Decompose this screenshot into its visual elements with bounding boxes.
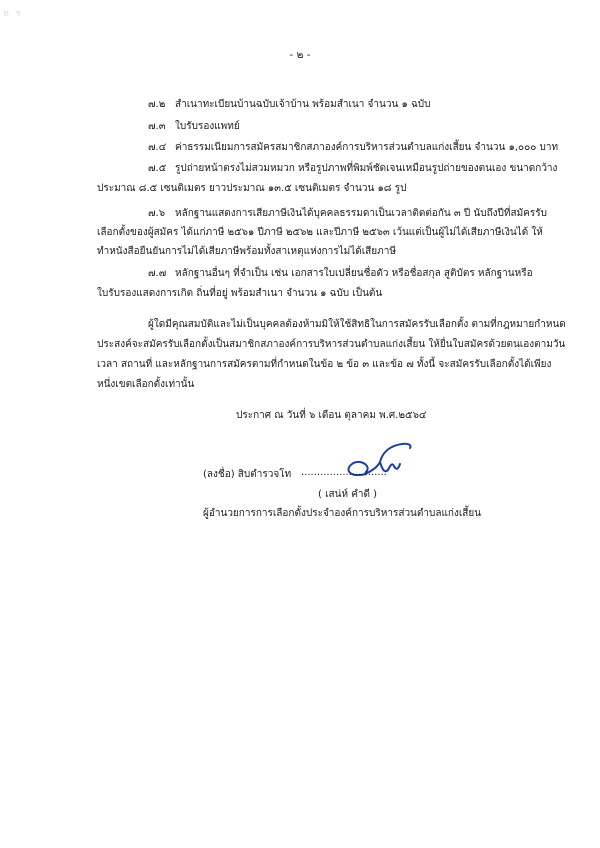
announcement-date: ประกาศ ณ วันที่ ๖ เดือน ตุลาคม พ.ศ.๒๕๖๔	[236, 410, 427, 421]
item-number: ๗.๖	[148, 208, 166, 219]
item-text: หลักฐานแสดงการเสียภาษีเงินได้บุคคลธรรมดาเป็นเวลาติดต่อกัน ๓ ปี นับถึงปีที่สมัครรับ	[175, 208, 547, 219]
item-number: ๗.๓	[148, 121, 166, 132]
item-number: ๗.๒	[148, 99, 166, 110]
page-number: - ๒ -	[289, 49, 311, 61]
signature-dotted-line: ...........................	[301, 467, 387, 478]
item-7-3	[148, 120, 240, 134]
item-7-5	[148, 162, 557, 176]
paragraph-line: เวลา สถานที่ และหลักฐานการสมัครตามที่กำหนดในข้อ ๒ ข้อ ๓ และข้อ ๗ ทั้งนี้ จะสมัครรับเลือกตั้งได้เพียง	[97, 359, 552, 370]
item-7-7-continued: ใบรับรองแสดงการเกิด ถิ่นที่อยู่ พร้อมสำเนา จำนวน ๑ ฉบับ เป็นต้น	[97, 288, 383, 299]
item-text: หลักฐานอื่นๆ ที่จำเป็น เช่น เอกสารใบเปลี่ยนชื่อตัว หรือชื่อสกุล สูติบัตร หลักฐานหรือ	[175, 268, 533, 279]
item-text: สำเนาทะเบียนบ้านฉบับเจ้าบ้าน พร้อมสำเนา จำนวน ๑ ฉบับ	[175, 99, 431, 110]
item-number: ๗.๗	[148, 268, 167, 279]
paragraph-line: ประสงค์จะสมัครรับเลือกตั้งเป็นสมาชิกสภาองค์การบริหารส่วนตำบลแก่งเสี้ยน ให้ยื่นใบสมัครด้วยตนเองตามวัน	[97, 339, 566, 350]
item-7-6	[148, 207, 547, 221]
item-7-5-continued: ประมาณ ๘.๕ เซนติเมตร ยาวประมาณ ๑๓.๕ เซนติเมตร จำนวน ๑๘ รูป	[97, 183, 407, 194]
corner-mark: ห ร	[3, 9, 23, 19]
item-7-4	[148, 141, 558, 155]
paragraph-line: หนึ่งเขตเลือกตั้งเท่านั้น	[97, 379, 195, 390]
item-7-6-continued: เลือกตั้งของผู้สมัคร ได้แก่ภาษี ๒๕๖๑ ปีภาษี ๒๕๖๒ และปีภาษี ๒๕๖๓ เว้นแต่เป็นผู้ไม่ได้เสียภาษีเงินได้ ให้	[97, 227, 543, 238]
item-text: ใบรับรองแพทย์	[175, 121, 240, 132]
item-text: ค่าธรรมเนียมการสมัครสมาชิกสภาองค์การบริหารส่วนตำบลแก่งเสี้ยน จำนวน ๑,๐๐๐ บาท	[175, 142, 559, 153]
item-number: ๗.๕	[148, 163, 167, 174]
signer-title: ผู้อำนวยการการเลือกตั้งประจำองค์การบริหารส่วนตำบลแก่งเสี้ยน	[203, 508, 482, 519]
item-7-6-continued-2: ทำหนังสือยืนยันการไม่ได้เสียภาษีพร้อมทั้งสาเหตุแห่งการไม่ได้เสียภาษี	[97, 246, 396, 257]
signer-name: ( เสน่ห์ คำดี )	[318, 489, 378, 500]
signature-label: (ลงชื่อ) สิบตำรวจโท	[203, 469, 292, 480]
item-7-7	[148, 267, 533, 281]
item-number: ๗.๔	[148, 142, 167, 153]
paragraph-line: ผู้ใดมีคุณสมบัติและไม่เป็นบุคคลต้องห้ามมิให้ใช้สิทธิในการสมัครรับเลือกตั้ง ตามที่กฎหมายกำหนด	[148, 319, 566, 330]
item-7-2	[148, 98, 431, 112]
item-text: รูปถ่ายหน้าตรงไม่สวมหมวก หรือรูปภาพที่พิมพ์ชัดเจนเหมือนรูปถ่ายของตนเอง ขนาดกว้าง	[175, 163, 558, 174]
